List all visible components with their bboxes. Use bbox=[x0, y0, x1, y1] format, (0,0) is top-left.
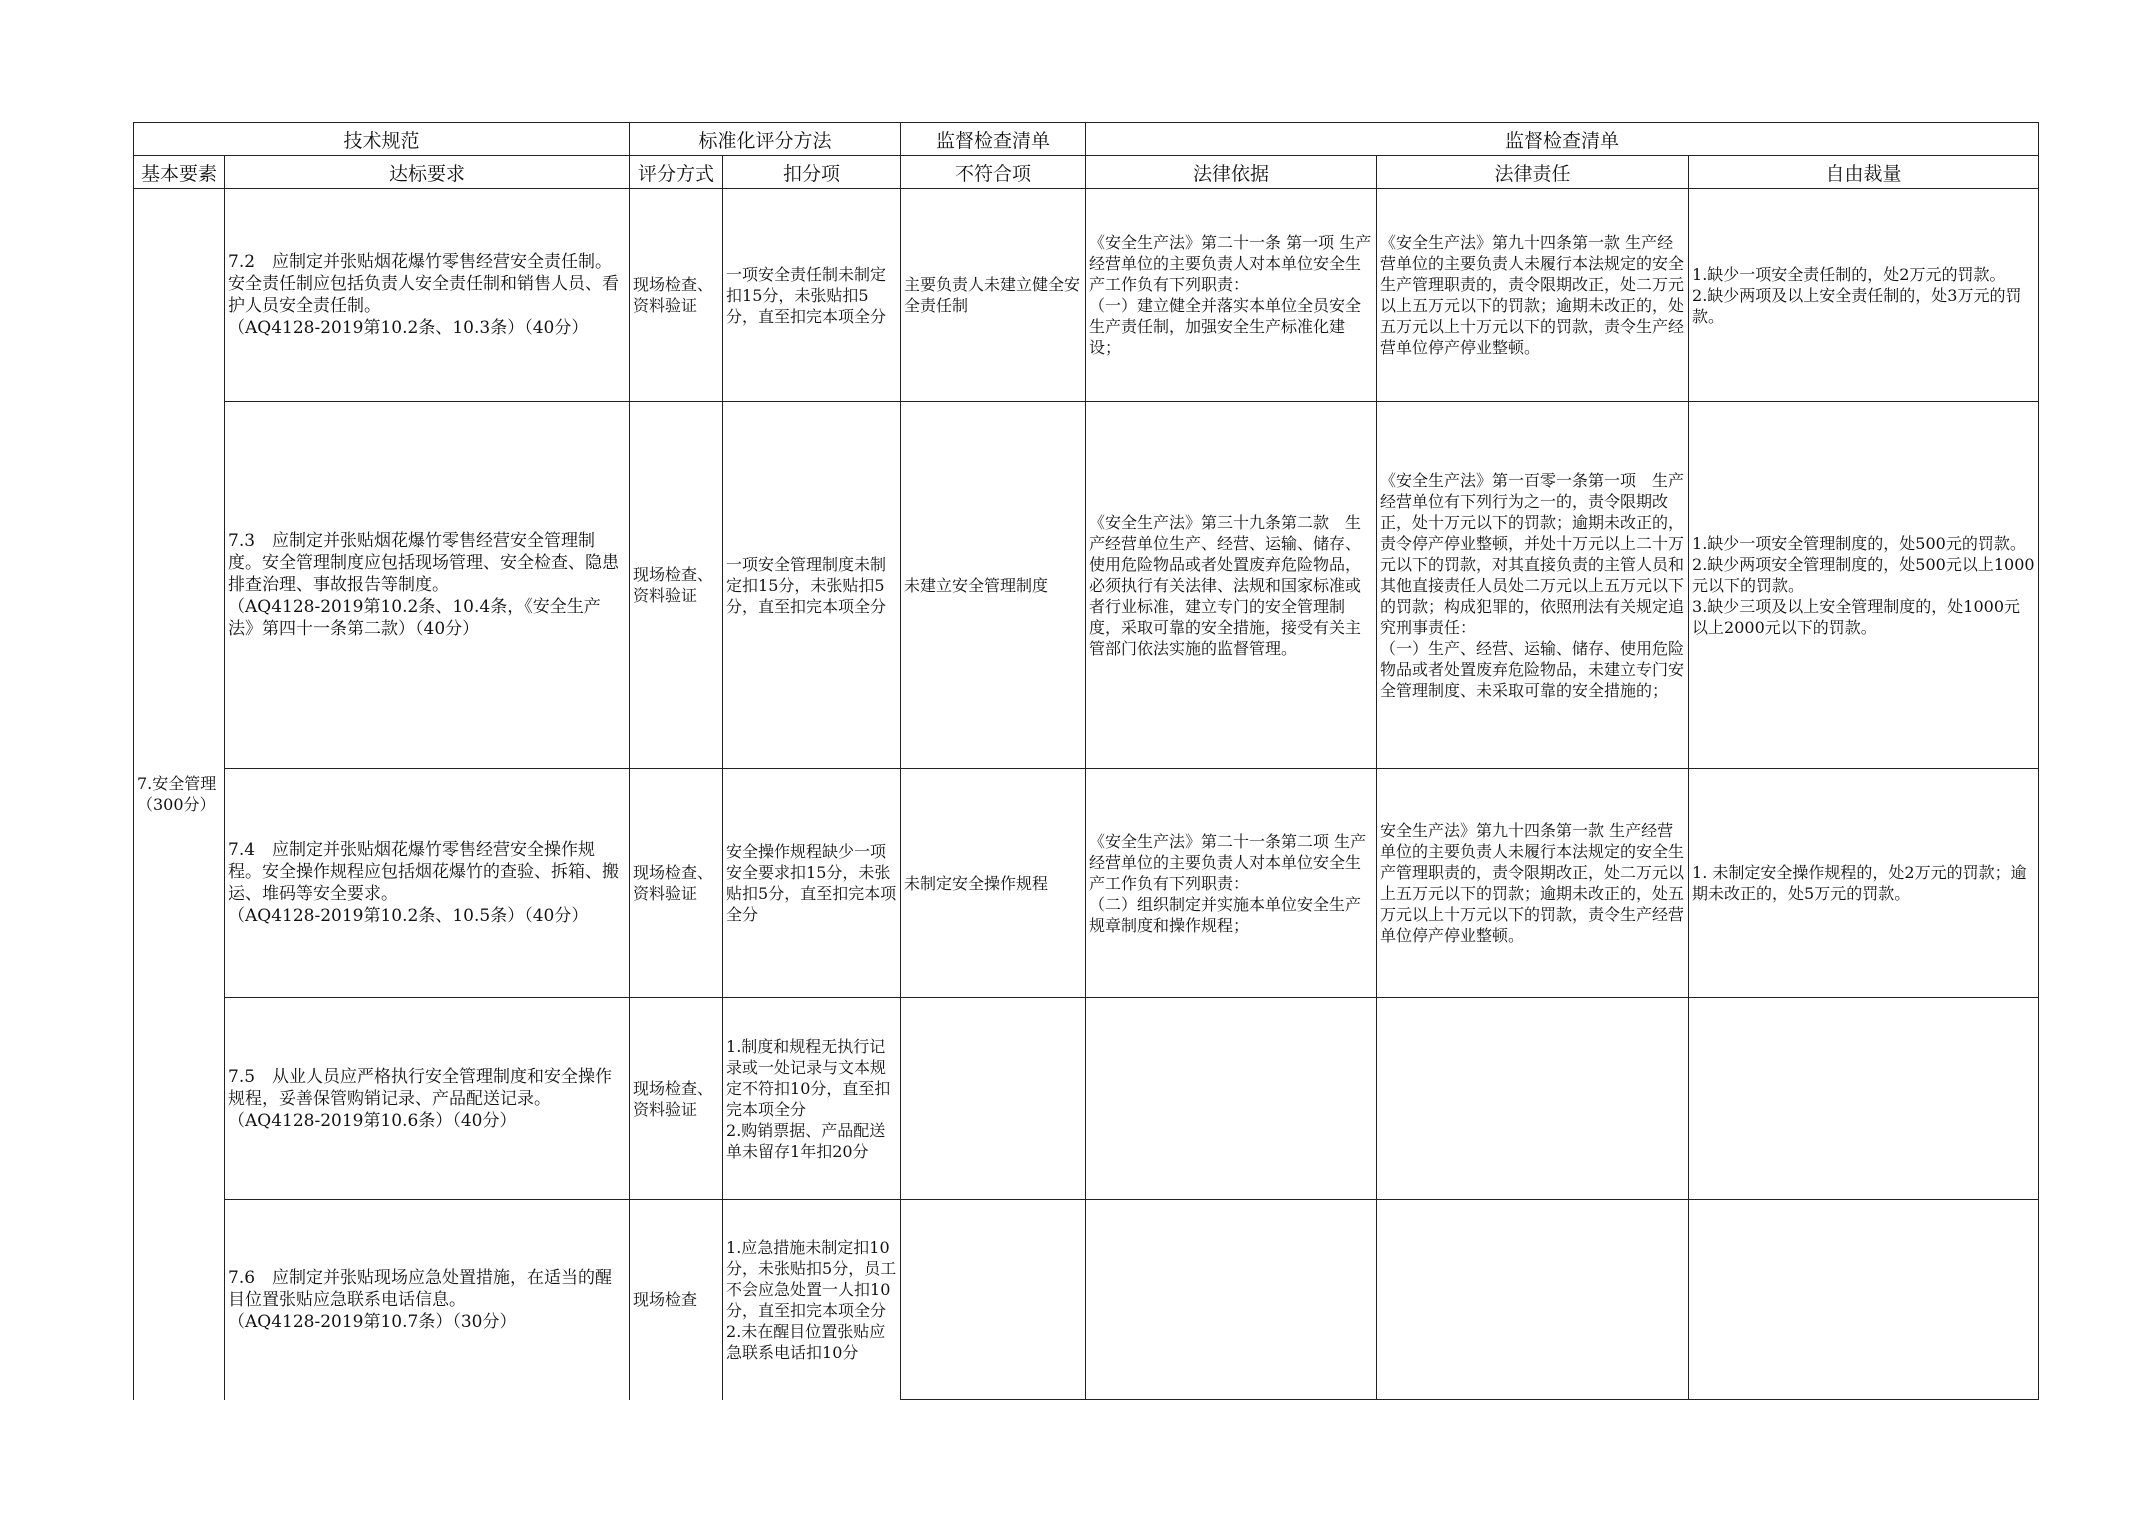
deduction-cell: 1.制度和规程无执行记录或一处记录与文本规定不符扣10分，直至扣完本项全分 2.购销票据、产品配送单未留存1年扣20分 bbox=[723, 998, 901, 1200]
col-nonconform: 不符合项 bbox=[901, 156, 1086, 189]
col-legal-basis: 法律依据 bbox=[1086, 156, 1377, 189]
legal-basis-cell: 《安全生产法》第三十九条第二款 生产经营单位生产、经营、运输、储存、使用危险物品或者处置废弃危险物品，必须执行有关法律、法规和国家标准或者行业标准，建立专门的安全管理制度，采取可靠的安全措施，接受有关主管部门依法实施的监督管理。 bbox=[1086, 402, 1377, 769]
table-row bbox=[134, 1200, 2039, 1400]
nonconform-cell: 未建立安全管理制度 bbox=[901, 402, 1086, 769]
legal-liability-cell: 《安全生产法》第九十四条第一款 生产经营单位的主要负责人未履行本法规定的安全生产管理职责的，责令限期改正，处二万元以上五万元以下的罚款；逾期未改正的，处五万元以上十万元以下的罚款，责令生产经营单位停产停业整顿。 bbox=[1377, 189, 1689, 402]
table-row bbox=[134, 189, 2039, 402]
requirement-cell: 7.3 应制定并张贴烟花爆竹零售经营安全管理制度。安全管理制度应包括现场管理、安全检查、隐患排查治理、事故报告等制度。 （AQ4128-2019第10.2条、10.4条，《安全生产法》第四十一条第二款）（40分） bbox=[225, 402, 630, 769]
table-row bbox=[134, 769, 2039, 998]
deduction-cell: 一项安全管理制度未制定扣15分，未张贴扣5分，直至扣完本项全分 bbox=[723, 402, 901, 769]
method-cell: 现场检查、资料验证 bbox=[630, 998, 723, 1200]
requirement-cell: 7.2 应制定并张贴烟花爆竹零售经营安全责任制。安全责任制应包括负责人安全责任制和销售人员、看护人员安全责任制。 （AQ4128-2019第10.2条、10.3条）（40分） bbox=[225, 189, 630, 402]
discretion-cell bbox=[1689, 1200, 2039, 1400]
col-deduction: 扣分项 bbox=[723, 156, 901, 189]
requirement-cell: 7.4 应制定并张贴烟花爆竹零售经营安全操作规程。安全操作规程应包括烟花爆竹的查验、拆箱、搬运、堆码等安全要求。 （AQ4128-2019第10.2条、10.5条）（40分） bbox=[225, 769, 630, 998]
legal-basis-cell: 《安全生产法》第二十一条第二项 生产经营单位的主要负责人对本单位安全生产工作负有下列职责： （二）组织制定并实施本单位安全生产规章制度和操作规程； bbox=[1086, 769, 1377, 998]
col-legal-liability: 法律责任 bbox=[1377, 156, 1689, 189]
header-scoring-method: 标准化评分方法 bbox=[630, 123, 901, 156]
nonconform-cell bbox=[901, 1200, 1086, 1400]
legal-liability-cell bbox=[1377, 998, 1689, 1200]
method-cell: 现场检查、资料验证 bbox=[630, 769, 723, 998]
deduction-cell: 1.应急措施未制定扣10分，未张贴扣5分，员工不会应急处置一人扣10分，直至扣完本项全分 2.未在醒目位置张贴应急联系电话扣10分 bbox=[723, 1200, 901, 1400]
header-inspection-list-legal: 监督检查清单 bbox=[1086, 123, 2039, 156]
col-method: 评分方式 bbox=[630, 156, 723, 189]
nonconform-cell bbox=[901, 998, 1086, 1200]
header-inspection-list: 监督检查清单 bbox=[901, 123, 1086, 156]
method-cell: 现场检查、资料验证 bbox=[630, 189, 723, 402]
requirement-cell: 7.6 应制定并张贴现场应急处置措施，在适当的醒目位置张贴应急联系电话信息。 （AQ4128-2019第10.7条）（30分） bbox=[225, 1200, 630, 1400]
deduction-cell: 一项安全责任制未制定扣15分，未张贴扣5分，直至扣完本项全分 bbox=[723, 189, 901, 402]
header-column-row bbox=[134, 156, 2039, 189]
header-technical-spec: 技术规范 bbox=[134, 123, 630, 156]
legal-basis-cell: 《安全生产法》第二十一条 第一项 生产经营单位的主要负责人对本单位安全生产工作负有下列职责： （一）建立健全并落实本单位全员安全生产责任制，加强安全生产标准化建设； bbox=[1086, 189, 1377, 402]
basic-element-cell: 7.安全管理（300分） bbox=[134, 189, 225, 1400]
legal-basis-cell bbox=[1086, 1200, 1377, 1400]
deduction-cell: 安全操作规程缺少一项安全要求扣15分，未张贴扣5分，直至扣完本项全分 bbox=[723, 769, 901, 998]
header-group-row bbox=[134, 123, 2039, 156]
discretion-cell: 1. 未制定安全操作规程的，处2万元的罚款；逾期未改正的，处5万元的罚款。 bbox=[1689, 769, 2039, 998]
col-discretion: 自由裁量 bbox=[1689, 156, 2039, 189]
discretion-cell: 1.缺少一项安全管理制度的，处500元的罚款。 2.缺少两项安全管理制度的，处500元以上1000元以下的罚款。 3.缺少三项及以上安全管理制度的，处1000元以上2000元以下的罚款。 bbox=[1689, 402, 2039, 769]
legal-basis-cell bbox=[1086, 998, 1377, 1200]
nonconform-cell: 主要负责人未建立健全安全责任制 bbox=[901, 189, 1086, 402]
method-cell: 现场检查 bbox=[630, 1200, 723, 1400]
discretion-cell bbox=[1689, 998, 2039, 1200]
requirement-cell: 7.5 从业人员应严格执行安全管理制度和安全操作规程，妥善保管购销记录、产品配送记录。 （AQ4128-2019第10.6条）（40分） bbox=[225, 998, 630, 1200]
col-element: 基本要素 bbox=[134, 156, 225, 189]
standards-table bbox=[133, 122, 2039, 1400]
legal-liability-cell bbox=[1377, 1200, 1689, 1400]
nonconform-cell: 未制定安全操作规程 bbox=[901, 769, 1086, 998]
table-row bbox=[134, 998, 2039, 1200]
legal-liability-cell: 安全生产法》第九十四条第一款 生产经营单位的主要负责人未履行本法规定的安全生产管理职责的，责令限期改正，处二万元以上五万元以下的罚款；逾期未改正的，处五万元以上十万元以下的罚款，责令生产经营单位停产停业整顿。 bbox=[1377, 769, 1689, 998]
method-cell: 现场检查、资料验证 bbox=[630, 402, 723, 769]
table-row bbox=[134, 402, 2039, 769]
legal-liability-cell: 《安全生产法》第一百零一条第一项 生产经营单位有下列行为之一的，责令限期改正，处十万元以下的罚款；逾期未改正的，责令停产停业整顿，并处十万元以上二十万元以下的罚款，对其直接负责的主管人员和其他直接责任人员处二万元以上五万元以下的罚款；构成犯罪的，依照刑法有关规定追究刑事责任： （一）生产、经营、运输、储存、使用危险物品或者处置废弃危险物品，未建立专门安全管理制度、未采取可靠的安全措施的； bbox=[1377, 402, 1689, 769]
col-requirement: 达标要求 bbox=[225, 156, 630, 189]
discretion-cell: 1.缺少一项安全责任制的，处2万元的罚款。 2.缺少两项及以上安全责任制的，处3万元的罚款。 bbox=[1689, 189, 2039, 402]
